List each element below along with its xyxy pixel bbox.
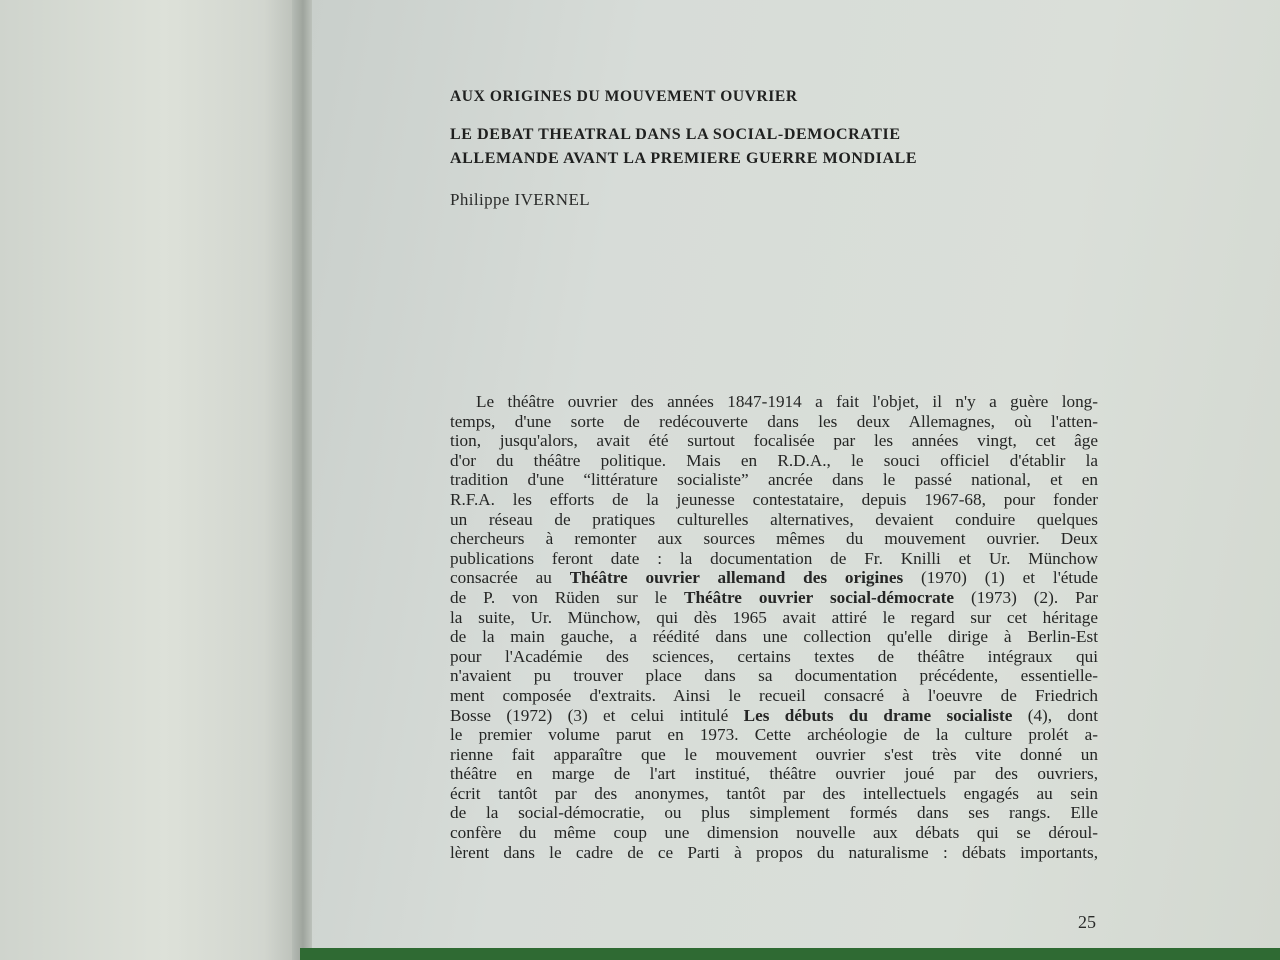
text-line: confère du même coup une dimension nouvelle aux débats qui se déroul- <box>450 823 1098 843</box>
chapter-title-line-2: ALLEMANDE AVANT LA PREMIERE GUERRE MONDIALE <box>450 150 918 167</box>
text-line <box>450 568 1098 588</box>
text-line: n'avaient pu trouver place dans sa documentation précédente, essentielle- <box>450 666 1098 686</box>
page-bottom-edge <box>300 948 1280 960</box>
page-number: 25 <box>1078 912 1096 932</box>
cited-title: Les débuts du drame socialiste <box>743 705 1013 725</box>
text-line: de la social-démocratie, ou plus simplement formés dans ses rangs. Elle <box>450 803 1098 823</box>
body-paragraph <box>450 392 1098 862</box>
text-segment: Bosse (1972) (3) et celui intitulé <box>450 705 744 725</box>
text-line: un réseau de pratiques culturelles alternatives, devaient conduire quelques <box>450 509 1098 529</box>
text-segment: de P. von Rüden sur le <box>450 587 685 607</box>
text-line: chercheurs à remonter aux sources mêmes du mouvement ouvrier. Deux <box>450 529 1098 549</box>
text-segment: (4), dont <box>1012 705 1098 725</box>
text-segment: (1970) (1) et l'étude <box>903 568 1099 588</box>
text-line: de la main gauche, a réédité dans une collection qu'elle dirige à Berlin-Est <box>450 627 1098 647</box>
text-line: le premier volume parut en 1973. Cette archéologie de la culture prolét a- <box>450 725 1098 745</box>
text-line: publications feront date : la documentation de Fr. Knilli et Ur. Münchow <box>450 548 1098 568</box>
cited-title: Théâtre ouvrier allemand des origines <box>569 568 904 588</box>
text-line: d'or du théâtre politique. Mais en R.D.A., le souci officiel d'établir la <box>450 450 1098 470</box>
chapter-heading: AUX ORIGINES DU MOUVEMENT OUVRIER <box>450 88 798 105</box>
text-line: temps, d'une sorte de redécouverte dans les deux Allemagnes, où l'atten- <box>450 411 1098 431</box>
text-line <box>450 706 1098 726</box>
text-segment: (1973) (2). Par <box>954 587 1099 607</box>
text-line: pour l'Académie des sciences, certains textes de théâtre intégraux qui <box>450 646 1098 666</box>
book-gutter <box>292 0 314 960</box>
text-line: Le théâtre ouvrier des années 1847-1914 a fait l'objet, il n'y a guère long- <box>476 392 1098 411</box>
cited-title: Théâtre ouvrier social-démocrate <box>684 587 955 607</box>
text-line: ment composée d'extraits. Ainsi le recueil consacré à l'oeuvre de Friedrich <box>450 685 1098 705</box>
text-line: écrit tantôt par des anonymes, tantôt par des intellectuels engagés au sein <box>450 783 1098 803</box>
text-line: la suite, Ur. Münchow, qui dès 1965 avait attiré le regard sur cet héritage <box>450 607 1098 627</box>
text-line: tradition d'une “littérature socialiste” ancrée dans le passé national, et en <box>450 470 1098 490</box>
text-line: tion, jusqu'alors, avait été surtout focalisée par les années vingt, cet âge <box>450 431 1098 451</box>
text-segment: consacrée au <box>450 568 570 588</box>
text-line <box>450 588 1098 608</box>
left-page <box>0 0 300 960</box>
text-line: théâtre en marge de l'art institué, théâtre ouvrier joué par des ouvriers, <box>450 764 1098 784</box>
chapter-title-line-1: LE DEBAT THEATRAL DANS LA SOCIAL-DEMOCRATIE <box>450 126 901 143</box>
text-line: lèrent dans le cadre de ce Parti à propos du naturalisme : débats importants, <box>450 842 1098 862</box>
text-line: rienne fait apparaître que le mouvement ouvrier s'est très vite donné un <box>450 744 1098 764</box>
text-line: R.F.A. les efforts de la jeunesse contestataire, depuis 1967-68, pour fonder <box>450 489 1098 509</box>
author-name: Philippe IVERNEL <box>450 190 591 209</box>
